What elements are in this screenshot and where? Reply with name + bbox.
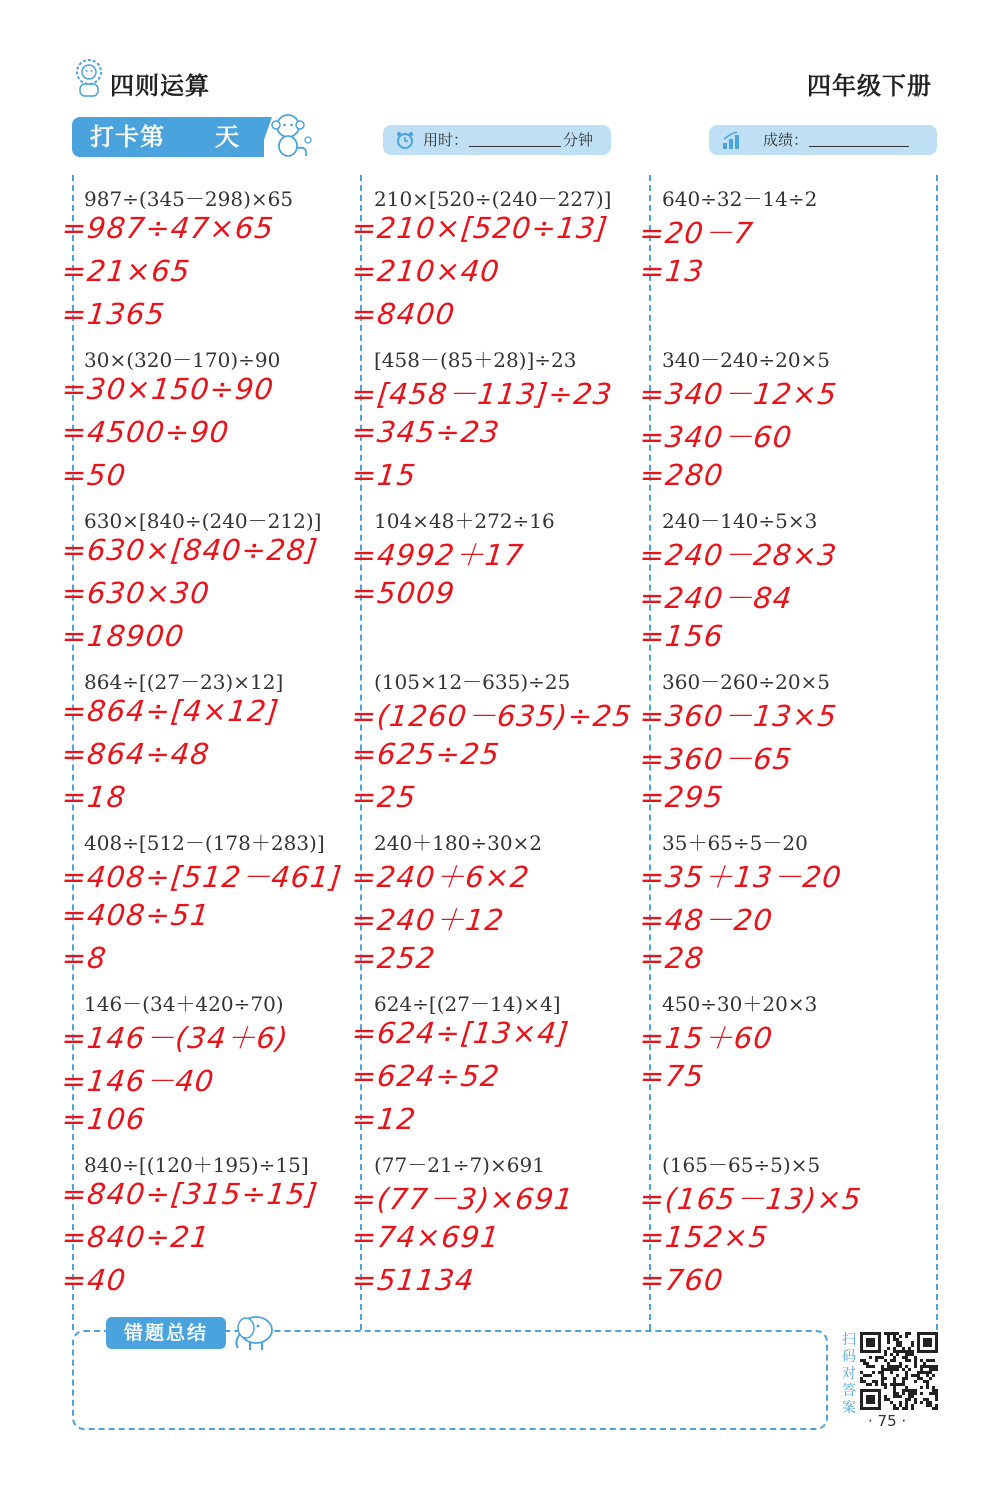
handwritten-step: =252 <box>350 941 438 975</box>
mistake-summary-label: 错题总结 <box>106 1317 226 1349</box>
qr-code-icon[interactable] <box>860 1332 938 1410</box>
handwritten-step: =624÷[13×4] <box>350 1016 572 1050</box>
handwritten-step: =30×150÷90 <box>60 372 276 406</box>
handwritten-step: =864÷48 <box>60 737 212 771</box>
elephant-icon <box>228 1310 280 1352</box>
problem-question: 450÷30＋20×3 <box>662 992 818 1016</box>
handwritten-step: =48－20 <box>638 903 775 937</box>
handwritten-step: =340－12×5 <box>638 377 839 411</box>
problem-question: 30×(320－170)÷90 <box>84 348 281 372</box>
section-title: 四则运算 <box>110 72 210 100</box>
handwritten-step: =152×5 <box>638 1220 771 1254</box>
handwritten-step: =15＋60 <box>638 1021 775 1055</box>
handwritten-step: =74×691 <box>350 1220 502 1254</box>
lion-logo-icon <box>72 58 106 98</box>
problem-question: 624÷[(27－14)×4] <box>374 992 561 1016</box>
handwritten-step: =345÷23 <box>350 415 502 449</box>
time-label: 用时： <box>423 131 469 149</box>
handwritten-step: =630×[840÷28] <box>60 533 320 567</box>
problem-question: 840÷[(120＋195)÷15] <box>84 1153 309 1177</box>
handwritten-step: =630×30 <box>60 576 212 610</box>
handwritten-step: =295 <box>638 780 726 814</box>
alarm-clock-icon <box>395 130 415 150</box>
problem-question: 360－260÷20×5 <box>662 670 831 694</box>
handwritten-step: =1365 <box>60 297 167 331</box>
handwritten-step: =50 <box>60 458 128 492</box>
score-input-line[interactable] <box>809 146 909 147</box>
handwritten-step: =840÷21 <box>60 1220 212 1254</box>
handwritten-step: =4992＋17 <box>350 538 526 572</box>
handwritten-step: =408÷[512－461] <box>60 860 344 894</box>
handwritten-step: =20－7 <box>638 216 756 250</box>
score-label: 成绩： <box>763 131 809 149</box>
bar-chart-icon <box>721 130 741 150</box>
problem-question: 630×[840÷(240－212)] <box>84 509 322 533</box>
problem-question: 240＋180÷30×2 <box>374 831 543 855</box>
handwritten-step: =146－40 <box>60 1064 217 1098</box>
time-field <box>383 125 611 155</box>
problem-question: [458－(85＋28)]÷23 <box>374 348 577 372</box>
handwritten-step: =35＋13－20 <box>638 860 844 894</box>
handwritten-step: =240＋12 <box>350 903 507 937</box>
handwritten-step: =280 <box>638 458 726 492</box>
handwritten-step: =5009 <box>350 576 457 610</box>
handwritten-step: =210×40 <box>350 254 502 288</box>
handwritten-step: =12 <box>350 1102 418 1136</box>
handwritten-step: =[458－113]÷23 <box>350 377 615 411</box>
handwritten-step: =4500÷90 <box>60 415 232 449</box>
problem-question: (77－21÷7)×691 <box>374 1153 545 1177</box>
problem-question: (165－65÷5)×5 <box>662 1153 821 1177</box>
problem-question: 146－(34＋420÷70) <box>84 992 284 1016</box>
handwritten-step: =240－28×3 <box>638 538 839 572</box>
problem-question: 340－240÷20×5 <box>662 348 831 372</box>
handwritten-step: =156 <box>638 619 726 653</box>
handwritten-step: =25 <box>350 780 418 814</box>
handwritten-step: =360－13×5 <box>638 699 839 733</box>
problem-question: 640÷32－14÷2 <box>662 187 818 211</box>
problem-question: 210×[520÷(240－227)] <box>374 187 612 211</box>
handwritten-step: =840÷[315÷15] <box>60 1177 320 1211</box>
handwritten-step: =360－65 <box>638 742 795 776</box>
handwritten-step: =75 <box>638 1059 706 1093</box>
handwritten-step: =(77－3)×691 <box>350 1182 576 1216</box>
grade-label: 四年级下册 <box>807 72 932 100</box>
handwritten-step: =28 <box>638 941 706 975</box>
handwritten-step: =21×65 <box>60 254 193 288</box>
problem-question: 240－140÷5×3 <box>662 509 818 533</box>
problem-question: 987÷(345－298)×65 <box>84 187 294 211</box>
handwritten-step: =625÷25 <box>350 737 502 771</box>
handwritten-step: =(165－13)×5 <box>638 1182 864 1216</box>
problem-question: 104×48＋272÷16 <box>374 509 555 533</box>
handwritten-step: =760 <box>638 1263 726 1297</box>
checkin-banner: 打卡第 天 <box>72 117 264 157</box>
column-divider <box>936 175 938 1330</box>
handwritten-step: =106 <box>60 1102 148 1136</box>
problem-question: 864÷[(27－23)×12] <box>84 670 284 694</box>
time-unit: 分钟 <box>563 131 594 149</box>
monkey-mascot-icon <box>262 110 314 162</box>
handwritten-step: =8400 <box>350 297 457 331</box>
handwritten-step: =864÷[4×12] <box>60 694 282 728</box>
handwritten-step: =408÷51 <box>60 898 212 932</box>
handwritten-step: =987÷47×65 <box>60 211 276 245</box>
problem-question: (105×12－635)÷25 <box>374 670 571 694</box>
handwritten-step: =40 <box>60 1263 128 1297</box>
problem-question: 408÷[512－(178＋283)] <box>84 831 325 855</box>
handwritten-step: =51134 <box>350 1263 477 1297</box>
handwritten-step: =15 <box>350 458 418 492</box>
handwritten-step: =(1260－635)÷25 <box>350 699 634 733</box>
problem-question: 35＋65÷5－20 <box>662 831 808 855</box>
handwritten-step: =146－(34＋6) <box>60 1021 291 1055</box>
scan-answer-label: 扫码对答案 <box>842 1332 856 1416</box>
handwritten-step: =210×[520÷13] <box>350 211 610 245</box>
handwritten-step: =240－84 <box>638 581 795 615</box>
time-input-line[interactable] <box>469 146 561 147</box>
handwritten-step: =8 <box>60 941 109 975</box>
score-field <box>709 125 937 155</box>
page-number: · 75 · <box>868 1412 907 1430</box>
handwritten-step: =18 <box>60 780 128 814</box>
handwritten-step: =624÷52 <box>350 1059 502 1093</box>
handwritten-step: =240＋6×2 <box>350 860 532 894</box>
handwritten-step: =13 <box>638 254 706 288</box>
handwritten-step: =340－60 <box>638 420 795 454</box>
handwritten-step: =18900 <box>60 619 187 653</box>
